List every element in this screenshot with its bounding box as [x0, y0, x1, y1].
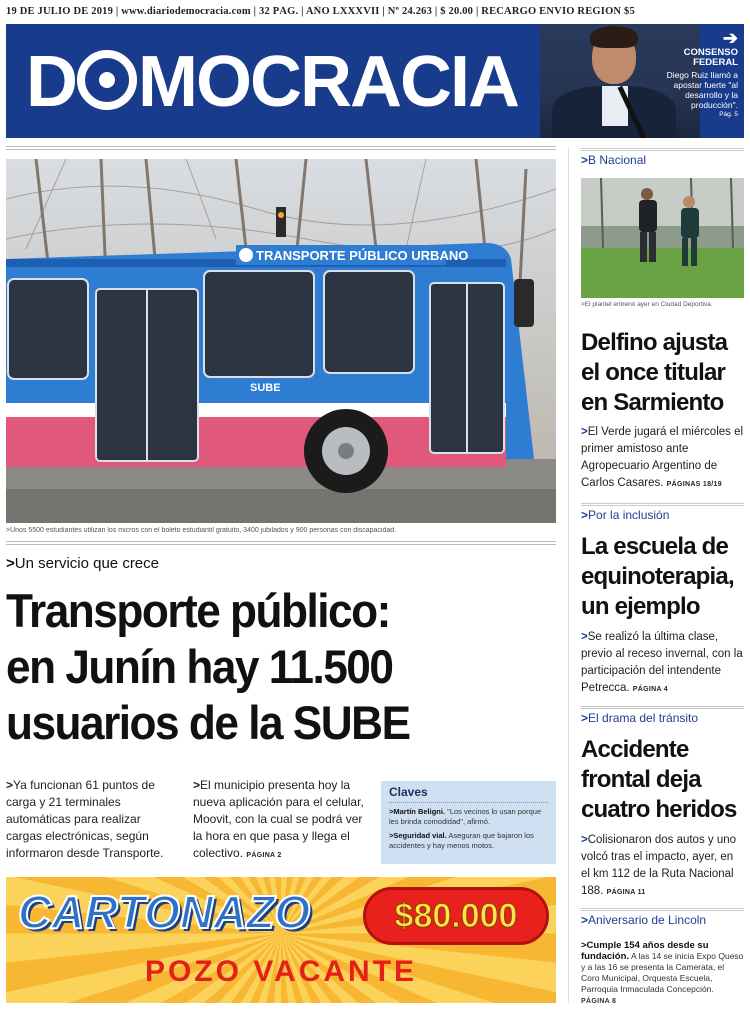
newspaper-logo[interactable]	[26, 42, 518, 122]
logo-letter-d: D	[26, 42, 76, 122]
column-divider	[568, 148, 569, 1003]
photo-football-training[interactable]	[581, 178, 744, 298]
banner-subtitle: POZO VACANTE	[144, 955, 418, 988]
tease-text: Diego Ruiz llamó a apostar fuerte "al desarrollo y la producción".	[666, 70, 738, 110]
masthead	[6, 24, 744, 138]
banner-amount: $80.000	[394, 897, 518, 935]
headline-equinoterapia[interactable]: La escuela de equinoterapia, un ejemplo	[581, 533, 734, 620]
headline-accidente[interactable]: Accidente frontal deja cuatro heridos	[581, 736, 737, 823]
arrow-right-icon: ➔	[722, 28, 738, 48]
masthead-tease[interactable]	[656, 30, 738, 118]
claves-box	[381, 781, 556, 864]
section-label-transito[interactable]: >El drama del tránsito	[581, 706, 744, 725]
story-lincoln: >Cumple 154 años desde su fundación. A las 14 se inicia Expo Queso y a las 16 se presenta la Camerata, el Coro Municipal, Orquesta Escuela, Parroquia Inmaculada Concepción. PÁGINA 8	[581, 940, 744, 1005]
bus-sube-logo: SUBE	[250, 382, 281, 394]
claves-item: >Martín Beligni. "Los vecinos lo usan porque les brinda comodidad", afirmó.	[389, 807, 542, 826]
headline-line: Transporte público:	[6, 584, 390, 637]
page-reference[interactable]: PÁGINA 8	[581, 998, 617, 1005]
lead-photo-caption: >Unos 5500 estudiantes utilizan los micros con el boleto estudiantil gratuito, 3400 jubilados y 900 personas con discapacidad.	[6, 527, 397, 534]
training-illustration	[581, 178, 744, 298]
claves-item: >Seguridad vial. Aseguran que bajaron los accidentes y hay menos motos.	[389, 831, 534, 850]
bus-illustration	[6, 159, 556, 523]
lead-column-1: >Ya funcionan 61 puntos de carga y 21 terminales automáticas para realizar cargas electrónicas, según informaron desde Transporte.	[6, 778, 164, 860]
bus-sign: TRANSPORTE PÚBLICO URBANO	[256, 248, 469, 263]
headline-line: usuarios de la SUBE	[6, 696, 410, 749]
lead-column-2: >El municipio presenta hoy la nueva aplicación para el celular, Moovit, con la cual se podrá ver la hora en que pasa y llega el colectivo. PÁGINA 2	[193, 778, 364, 860]
page-reference[interactable]: PÁGINA 2	[246, 852, 282, 859]
lead-headline[interactable]	[6, 583, 523, 751]
section-label-lincoln[interactable]: >Aniversario de Lincoln	[581, 908, 744, 927]
lead-photo-bus[interactable]	[6, 159, 556, 523]
page-reference[interactable]: PÁGINA 11	[606, 889, 646, 896]
lead-kicker: >Un servicio que crece	[6, 555, 159, 572]
logo-o-mark	[77, 50, 137, 110]
divider	[6, 146, 556, 150]
cartonazo-banner-ad[interactable]	[6, 877, 556, 1003]
claves-title: Claves	[389, 785, 548, 803]
tease-kicker: CONSENSO FEDERAL	[683, 47, 738, 68]
issue-info-bar: 19 DE JULIO DE 2019 | www.diariodemocracia.com | 32 PÁG. | AÑO LXXXVII | Nº 24.263 | $ 20.00 | RECARGO ENVÍO REGIÓN $5	[6, 6, 635, 17]
divider	[6, 541, 556, 545]
story-body: >El Verde jugará el miércoles el primer amistoso ante Agropecuario Argentino de Carlos Casares. PÁGINAS 18/19	[581, 426, 744, 489]
headline-line: en Junín hay 11.500	[6, 640, 393, 693]
photo-caption: >El plantel entrenó ayer en Ciudad Deportiva.	[581, 301, 713, 308]
banner-title: CARTONAZO	[18, 886, 311, 938]
story-body: >Colisionaron dos autos y uno volcó tras el impacto, ayer, en el km 112 de la Ruta Nacional 188. PÁGINA 11	[581, 834, 737, 897]
page-reference[interactable]: PÁGINAS 18/19	[666, 481, 722, 488]
story-body: >Se realizó la última clase, previo al receso invernal, con la participación del intendente Petrecca. PÁGINA 4	[581, 631, 743, 694]
section-label-inclusion[interactable]: >Por la inclusión	[581, 503, 744, 522]
tease-page: Pág. 5	[719, 111, 738, 118]
section-label-b-nacional[interactable]: >B Nacional	[581, 148, 744, 167]
page-reference[interactable]: PÁGINA 4	[632, 686, 668, 693]
logo-text: MOCRACIA	[138, 42, 518, 122]
headline-delfino[interactable]: Delfino ajusta el once titular en Sarmiento	[581, 329, 728, 416]
